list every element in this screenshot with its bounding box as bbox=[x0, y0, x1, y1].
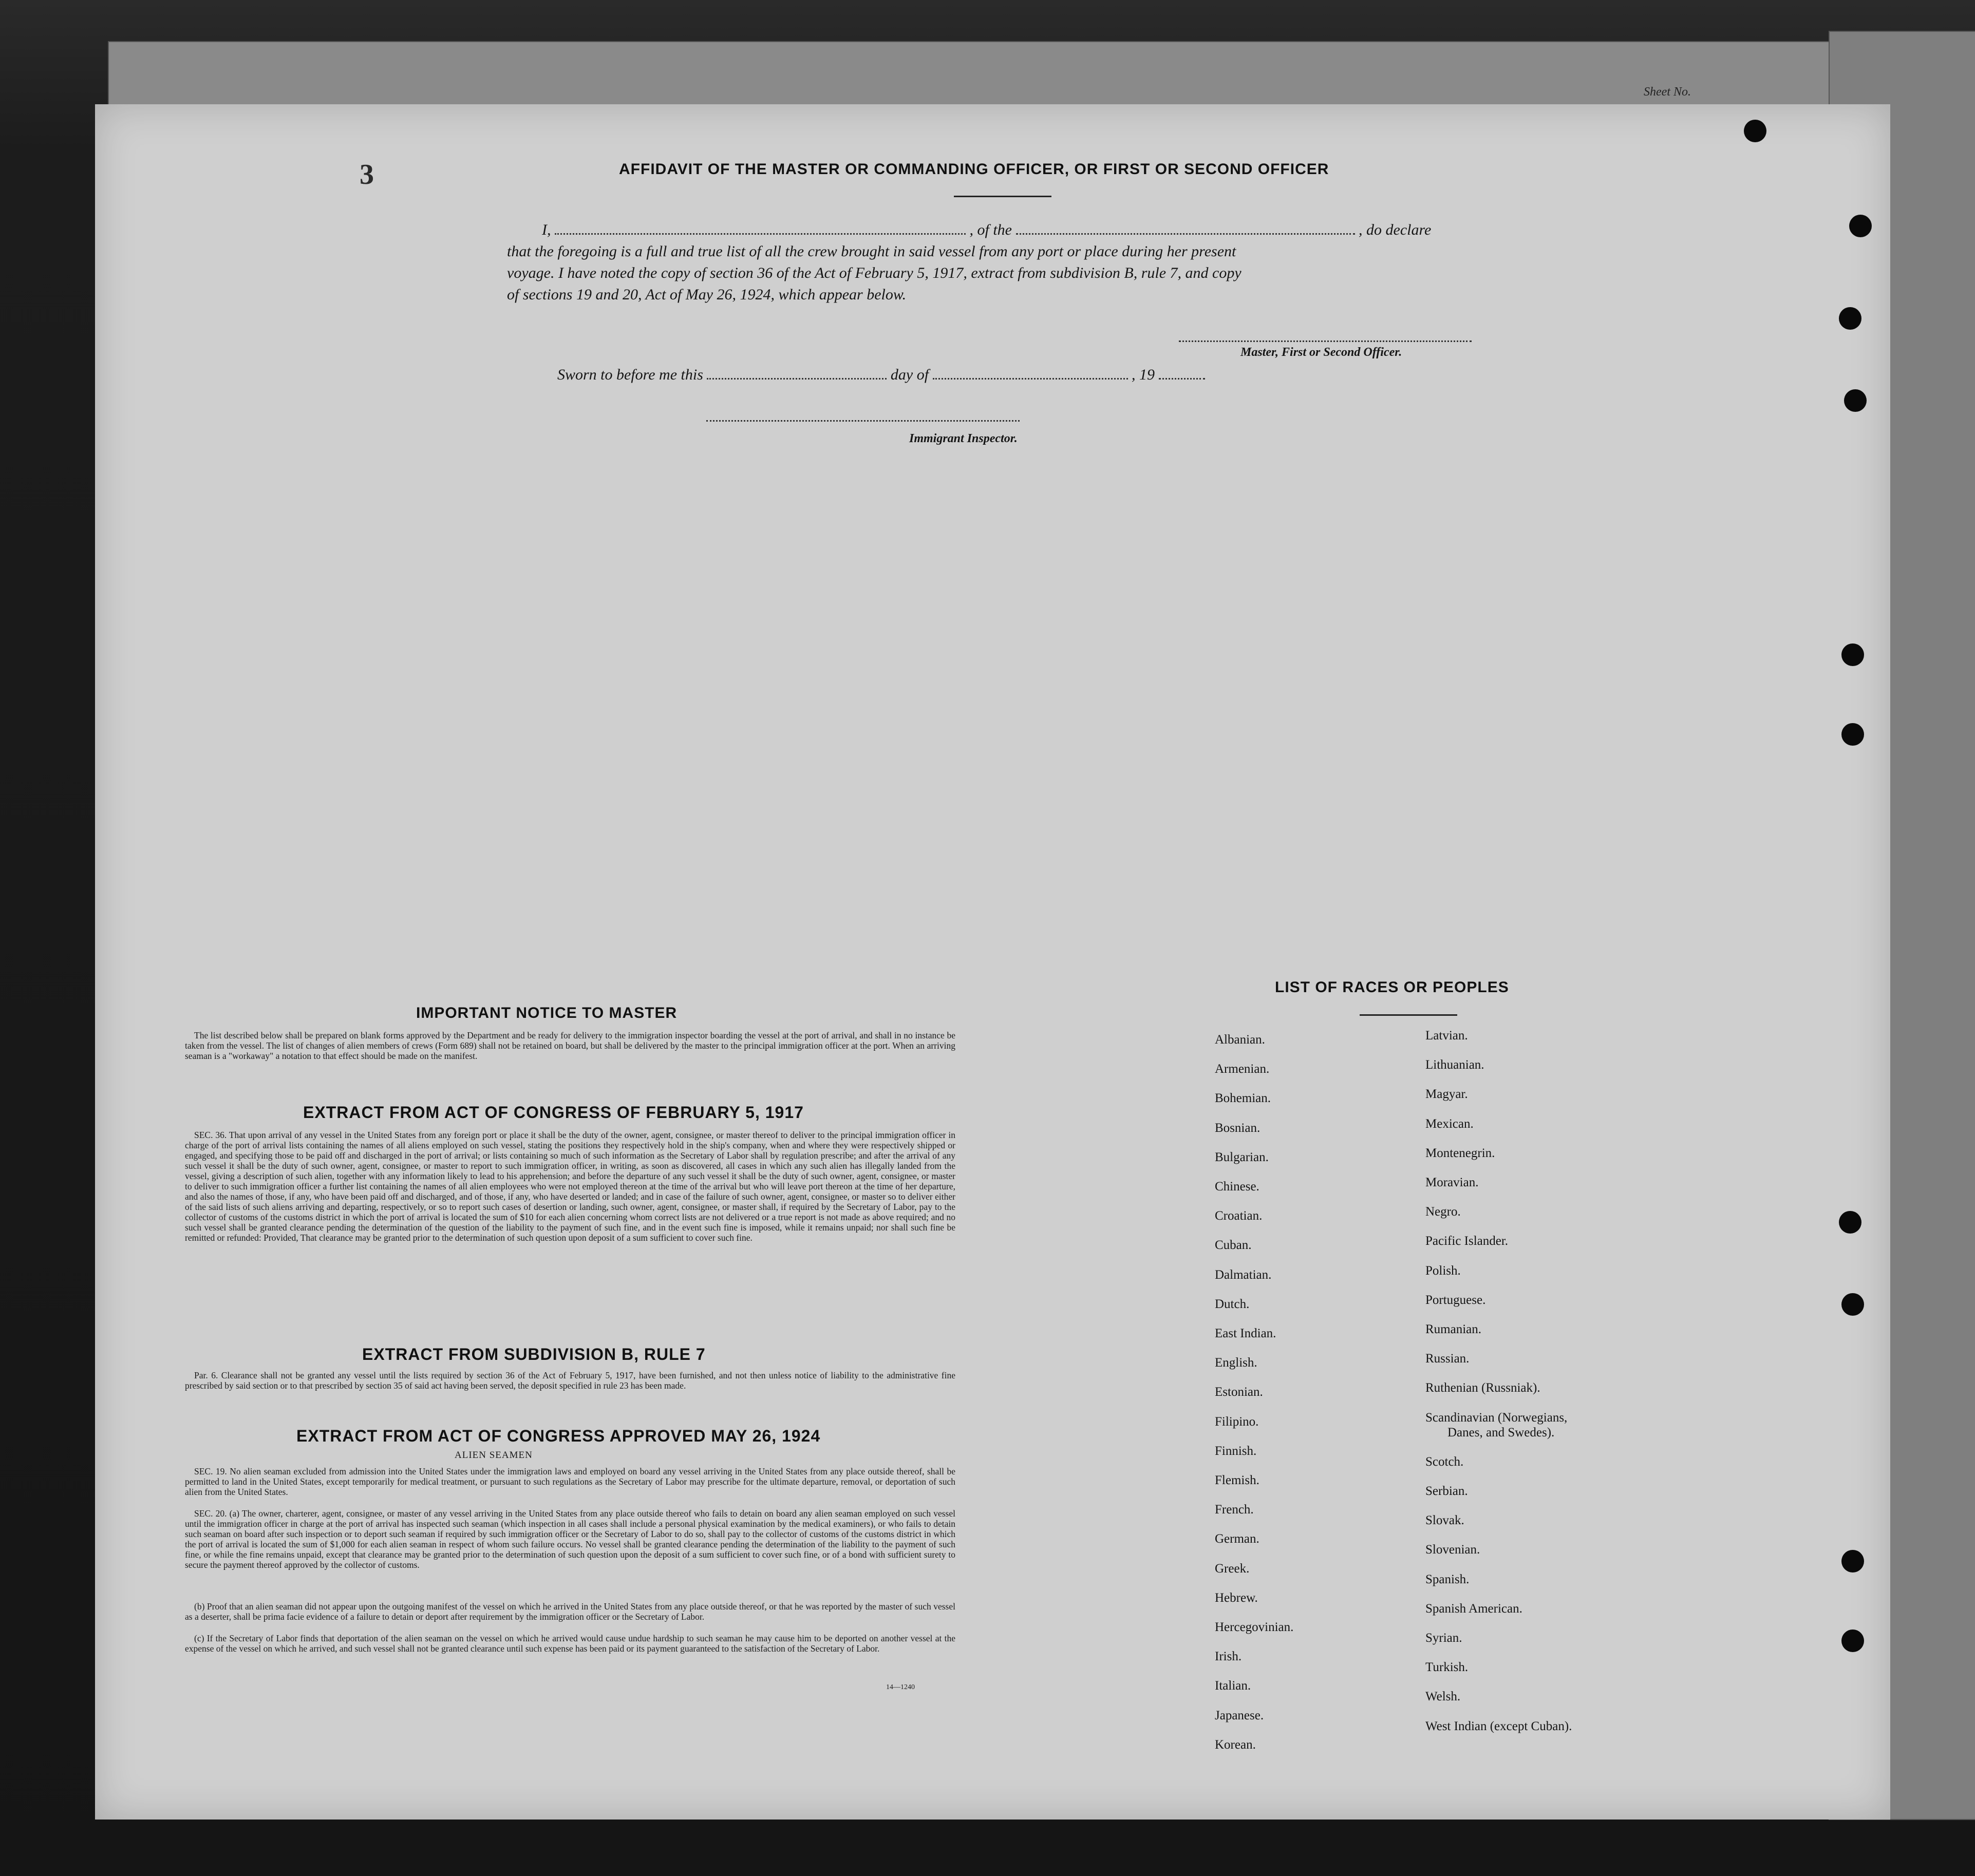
notice-title: IMPORTANT NOTICE TO MASTER bbox=[416, 1005, 678, 1021]
sheet-number-label: Sheet No. bbox=[1644, 85, 1691, 99]
race-item: West Indian (except Cuban). bbox=[1425, 1719, 1572, 1733]
affidavit-title: AFFIDAVIT OF THE MASTER OR COMMANDING OFFICER, OR FIRST OR SECOND OFFICER bbox=[619, 161, 1329, 178]
affidavit-line-3: voyage. I have noted the copy of section 36 of the Act of February 5, 1917, extract from subdivision B, rule 7, and copy bbox=[507, 264, 1242, 281]
punch-hole bbox=[1744, 120, 1766, 142]
race-item: Rumanian. bbox=[1425, 1322, 1482, 1336]
race-item: Russian. bbox=[1425, 1352, 1470, 1366]
race-item: Latvian. bbox=[1425, 1029, 1468, 1043]
race-item: Welsh. bbox=[1425, 1690, 1461, 1704]
punch-hole bbox=[1841, 723, 1864, 746]
race-item: English. bbox=[1215, 1356, 1257, 1370]
race-item: Scandinavian (Norwegians, bbox=[1425, 1410, 1568, 1425]
race-item: Italian. bbox=[1215, 1679, 1251, 1693]
race-item: Spanish. bbox=[1425, 1572, 1470, 1586]
race-item: Slovenian. bbox=[1425, 1543, 1480, 1557]
race-item: Bosnian. bbox=[1215, 1121, 1261, 1135]
signature-line[interactable] bbox=[1179, 340, 1472, 342]
underlying-sheet bbox=[108, 41, 1836, 110]
punch-hole bbox=[1839, 1211, 1861, 1234]
form-number: 14—1240 bbox=[886, 1683, 915, 1691]
punch-hole bbox=[1841, 1629, 1864, 1652]
race-item: Korean. bbox=[1215, 1737, 1256, 1752]
race-item: East Indian. bbox=[1215, 1327, 1276, 1340]
race-item: Serbian. bbox=[1425, 1484, 1468, 1498]
punch-hole bbox=[1844, 389, 1867, 412]
race-item: Dalmatian. bbox=[1215, 1267, 1272, 1282]
race-item: Hercegovinian. bbox=[1215, 1620, 1294, 1634]
race-item: Portuguese. bbox=[1425, 1293, 1486, 1307]
race-item: French. bbox=[1215, 1503, 1254, 1517]
race-item: Dutch. bbox=[1215, 1297, 1250, 1311]
race-item: Mexican. bbox=[1425, 1116, 1474, 1131]
races-title: LIST OF RACES OR PEOPLES bbox=[1275, 979, 1509, 996]
race-item: Filipino. bbox=[1215, 1414, 1259, 1429]
race-item: Syrian. bbox=[1425, 1631, 1462, 1645]
extract-1917-text: SEC. 36. That upon arrival of any vessel in the United States from any foreign port or place it shall be the duty of the owner, agent, consignee, or master thereof to deliver to the principal immigration officer in charge of the port of arrival lists containing the names of all aliens employed on such vessel, stating the positions they respectively hold in the ship's company, when and where they were respectively shipped or engaged, and specifying those to be paid off and discharged in the port of arrival; or lists containing so much of such information as the Secretary of Labor shall by regulation prescribe; and after the arrival of any such vessel it shall be the duty of such owner, agent, consignee, or master to report to such immigration officer, in writing, as soon as discovered, all cases in which any such alien has illegally landed from the vessel, giving a description of such alien, together with any information likely to lead to his apprehension; and before the departure of any such vessel it shall be the duty of such owner, agent, consignee, or master to deliver to such immigration officer a further list containing the names of all alien employees who were not employed thereon at the time of the arrival but who will leave port thereon at the time of her departure, and also the names of those, if any, who have been paid off and discharged, and of those, if any, who have deserted or landed; and in case of the failure of such owner, agent, consignee, or master so to deliver either of the said lists of such aliens arriving and departing, respectively, or so to report such cases of desertion or landing, such owner, agent, consignee, or master shall, if required by the Secretary of Labor, pay to the collector of customs of the customs district in which the port of arrival is located the sum of $10 for each alien concerning whom correct lists are not delivered or a true report is not made as above required; and no such vessel shall be granted clearance pending the determination of the question of the liability to the payment of such fine, and in the event such fine is imposed, while it remains unpaid; nor shall such fine be remitted or refunded: Provided, That clearance may be granted prior to the determination of such question upon deposit of a sum sufficient to cover such fine. bbox=[185, 1130, 955, 1243]
race-item: Finnish. bbox=[1215, 1444, 1257, 1458]
sworn-month-blank[interactable] bbox=[933, 367, 1128, 380]
race-item: Polish. bbox=[1425, 1263, 1461, 1278]
race-item: Armenian. bbox=[1215, 1062, 1270, 1076]
affidavit-line-1: I, , of the , do declare bbox=[542, 221, 1432, 238]
inspector-caption: Immigrant Inspector. bbox=[909, 432, 1018, 445]
extract-1924-sec20c: (c) If the Secretary of Labor finds that deportation of the alien seaman on the vessel on which he arrived would cause undue hardship to such seaman he may cause him to be deported on another vessel at the expense of the vessel on which he arrived, and such vessel shall not be granted clearance until such expense has been paid or its payment guaranteed to the satisfaction of the Secretary of Labor. bbox=[185, 1633, 955, 1654]
race-item: Lithuanian. bbox=[1425, 1058, 1484, 1072]
race-item: Greek. bbox=[1215, 1561, 1250, 1576]
race-item: Bulgarian. bbox=[1215, 1150, 1269, 1164]
races-title-underline bbox=[1360, 1014, 1457, 1016]
race-item: Scotch. bbox=[1425, 1454, 1464, 1469]
race-item: Montenegrin. bbox=[1425, 1146, 1495, 1160]
inspector-signature-line[interactable] bbox=[706, 420, 1020, 422]
sworn-line: Sworn to before me this day of , 19 bbox=[557, 366, 1205, 384]
race-item: Chinese. bbox=[1215, 1180, 1259, 1193]
race-item: Slovak. bbox=[1425, 1513, 1464, 1528]
title-underline bbox=[954, 196, 1051, 197]
race-item: German. bbox=[1215, 1532, 1259, 1546]
notice-text: The list described below shall be prepared on blank forms approved by the Department and be ready for delivery to the immigration inspector boarding the vessel at the port of arrival, and shall in no instance be taken from the vessel. The list of changes of alien members of crews (Form 689) shall not be retained on board, but shall be delivered by the master to the principal immigration officer at the port. When an arriving seaman is a "workaway" a notation to that effect should be made on the manifest. bbox=[185, 1030, 955, 1061]
race-item: Magyar. bbox=[1425, 1087, 1468, 1102]
race-item: Ruthenian (Russniak). bbox=[1425, 1381, 1540, 1395]
affidavit-line-2: that the foregoing is a full and true list of all the crew brought in said vessel from any port or place during her present bbox=[507, 243, 1236, 260]
race-item: Moravian. bbox=[1425, 1176, 1479, 1189]
document-sheet bbox=[95, 104, 1890, 1820]
extract-rule7-text: Par. 6. Clearance shall not be granted any vessel until the lists required by section 36 of the Act of February 5, 1917, have been furnished, and not then unless notice of liability to the administrative fine prescribed by said section or to that prescribed by section 35 of said act having been served, the deposit specified in rule 23 has been made. bbox=[185, 1370, 955, 1391]
punch-hole bbox=[1849, 215, 1872, 237]
extract-1924-sec19: SEC. 19. No alien seaman excluded from admission into the United States under the immigration laws and employed on board any vessel arriving in the United States from any place outside thereof, shall be permitted to land in the United States, except temporarily for medical treatment, or pursuant to such regulations as the Secretary of Labor may prescribe for the ultimate departure, removal, or deportation of such alien from the United States. bbox=[185, 1466, 955, 1497]
punch-hole bbox=[1839, 307, 1861, 330]
sworn-day-blank[interactable] bbox=[707, 367, 887, 380]
race-item: Pacific Islander. bbox=[1425, 1234, 1509, 1248]
race-item: Estonian. bbox=[1215, 1385, 1263, 1399]
extract-rule7-title: EXTRACT FROM SUBDIVISION B, RULE 7 bbox=[362, 1345, 706, 1363]
race-item: Danes, and Swedes). bbox=[1447, 1425, 1555, 1439]
race-item: Bohemian. bbox=[1215, 1091, 1271, 1106]
punch-hole bbox=[1841, 1293, 1864, 1316]
page-mark: 3 bbox=[360, 159, 374, 191]
extract-1924-subtitle: ALIEN SEAMEN bbox=[455, 1450, 533, 1461]
name-blank[interactable] bbox=[555, 222, 966, 235]
race-item: Albanian. bbox=[1215, 1033, 1265, 1047]
affidavit-line-4: of sections 19 and 20, Act of May 26, 1924, which appear below. bbox=[507, 286, 907, 303]
race-item: Japanese. bbox=[1215, 1708, 1264, 1722]
race-item: Turkish. bbox=[1425, 1660, 1469, 1675]
vessel-blank[interactable] bbox=[1016, 222, 1355, 235]
extract-1917-title: EXTRACT FROM ACT OF CONGRESS OF FEBRUARY 5, 1917 bbox=[303, 1103, 804, 1122]
extract-1924-sec20b: (b) Proof that an alien seaman did not appear upon the outgoing manifest of the vessel on which he arrived in the United States from any place outside thereof, or that he was reported by the master of such vessel as a deserter, shall be prima facie evidence of a failure to detain or deport after requirement by the immigration officer or the Secretary of Labor. bbox=[185, 1601, 955, 1622]
race-item: Hebrew. bbox=[1215, 1590, 1258, 1605]
race-item: Irish. bbox=[1215, 1650, 1242, 1664]
sworn-year-blank[interactable] bbox=[1159, 367, 1205, 380]
race-item: Negro. bbox=[1425, 1205, 1461, 1219]
signature-caption: Master, First or Second Officer. bbox=[1240, 346, 1402, 359]
race-item: Spanish American. bbox=[1425, 1601, 1522, 1616]
extract-1924-sec20a: SEC. 20. (a) The owner, charterer, agent, consignee, or master of any vessel arriving in the United States from any place outside thereof who fails to detain on board any alien seaman employed on such vessel until the immigration officer in charge at the port of arrival has inspected such seaman (which inspection in all cases shall include a personal physical examination by the medical examiners), or who fails to detain such seaman on board after such inspection or to deport such seaman if required by such immigration officer or the Secretary of Labor to do so, shall pay to the collector of customs of the customs district in which the port of arrival is located the sum of $1,000 for each alien seaman in respect of whom such failure occurs. No vessel shall be granted clearance pending the determination of the liability to the payment of such fine, or while the fine remains unpaid, except that clearance may be granted prior to the determination of such question upon the deposit of a sum sufficient to cover such fine, or of a bond with sufficient surety to secure the payment thereof approved by the collector of customs. bbox=[185, 1508, 955, 1570]
punch-hole bbox=[1841, 643, 1864, 666]
punch-hole bbox=[1841, 1550, 1864, 1572]
race-item: Flemish. bbox=[1215, 1473, 1259, 1487]
extract-1924-title: EXTRACT FROM ACT OF CONGRESS APPROVED MAY 26, 1924 bbox=[296, 1427, 821, 1445]
race-item: Croatian. bbox=[1215, 1209, 1263, 1223]
race-item: Cuban. bbox=[1215, 1238, 1252, 1253]
